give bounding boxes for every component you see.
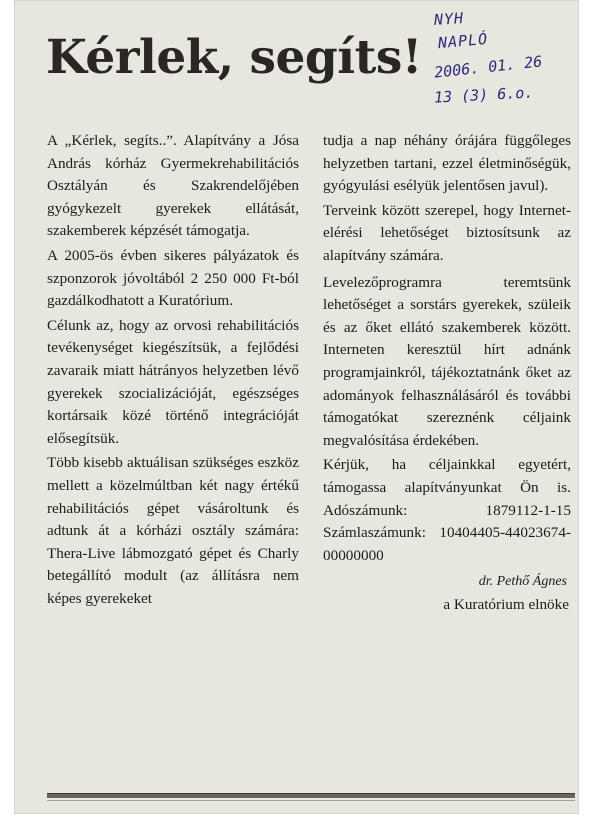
handwritten-note-line: NYH bbox=[433, 8, 465, 30]
handwritten-note-line: NAPLÓ bbox=[437, 29, 489, 53]
signature-name: dr. Pethő Ágnes bbox=[478, 574, 567, 590]
article-paragraph: Levelezőprogramra teremtsünk lehetőséget a sorstárs gyerekek, szüleik és az őket ellátó szakemberek között. Interneten keresztül hírt adnánk programjainkról, tájékoztatnánk őket az adományok felhasználásáról és további támogatókat szereznénk céljaink megvalósítása érdekében. bbox=[323, 273, 571, 449]
headline: Kérlek, segíts! bbox=[46, 30, 422, 85]
article-column-right bbox=[323, 130, 571, 616]
article-paragraph: Terveink között szerepel, hogy Internet-elérési lehetőséget biztosítsunk az alapítvány számára. bbox=[323, 201, 571, 264]
article-column-left bbox=[47, 130, 299, 610]
handwritten-source-note bbox=[434, 10, 589, 110]
article-paragraph: tudja a nap néhány órájára függőleges helyzetben tartani, ezzel életminőségük, gyógyulási esélyük jelentősen javul). bbox=[323, 132, 571, 195]
article-paragraph: Kérjük, ha céljainkkal egyetért, támogassa alapítványunkat Ön is. Adószámunk: 1879112-1-15 Számlaszámunk: 10404405-44023674-00000000 bbox=[323, 456, 571, 564]
article-paragraph: A „Kérlek, segíts..”. Alapítvány a Jósa András kórház Gyermekrehabilitációs Osztályán és Szakrendelőjében gyógykezelt gyerekek ellátását, szakemberek képzését támogatja. bbox=[47, 132, 299, 240]
article-paragraph: Több kisebb aktuálisan szükséges eszköz mellett a közelmúltban két nagy értékű rehabilitációs gépet vásároltunk és adtunk át a kórházi osztály számára: Thera-Live lábmozgató gépet és Charly betegállító modult (az állításra nem képes gyerekeket bbox=[47, 454, 299, 607]
article-paragraph: Célunk az, hogy az orvosi rehabilitációs tevékenységet kiegészítsük, a fejlődési zavaraik miatt hátrányos helyzetben lévő gyerekek szocializációját, egészséges kortársaik közé történő integrációját elősegítsük. bbox=[47, 316, 299, 447]
handwritten-note-date: 2006. 01. 26 bbox=[433, 52, 544, 82]
handwritten-note-page: 13 (3) 6.o. bbox=[433, 83, 534, 107]
signature-title: a Kuratórium elnöke bbox=[443, 595, 569, 613]
newspaper-clipping bbox=[14, 0, 579, 814]
article-paragraph: A 2005-ös évben sikeres pályázatok és szponzorok jóvoltából 2 250 000 Ft-ból gazdálkodhatott a Kuratórium. bbox=[47, 246, 299, 310]
signature-block bbox=[323, 571, 571, 616]
bottom-divider bbox=[47, 793, 575, 798]
